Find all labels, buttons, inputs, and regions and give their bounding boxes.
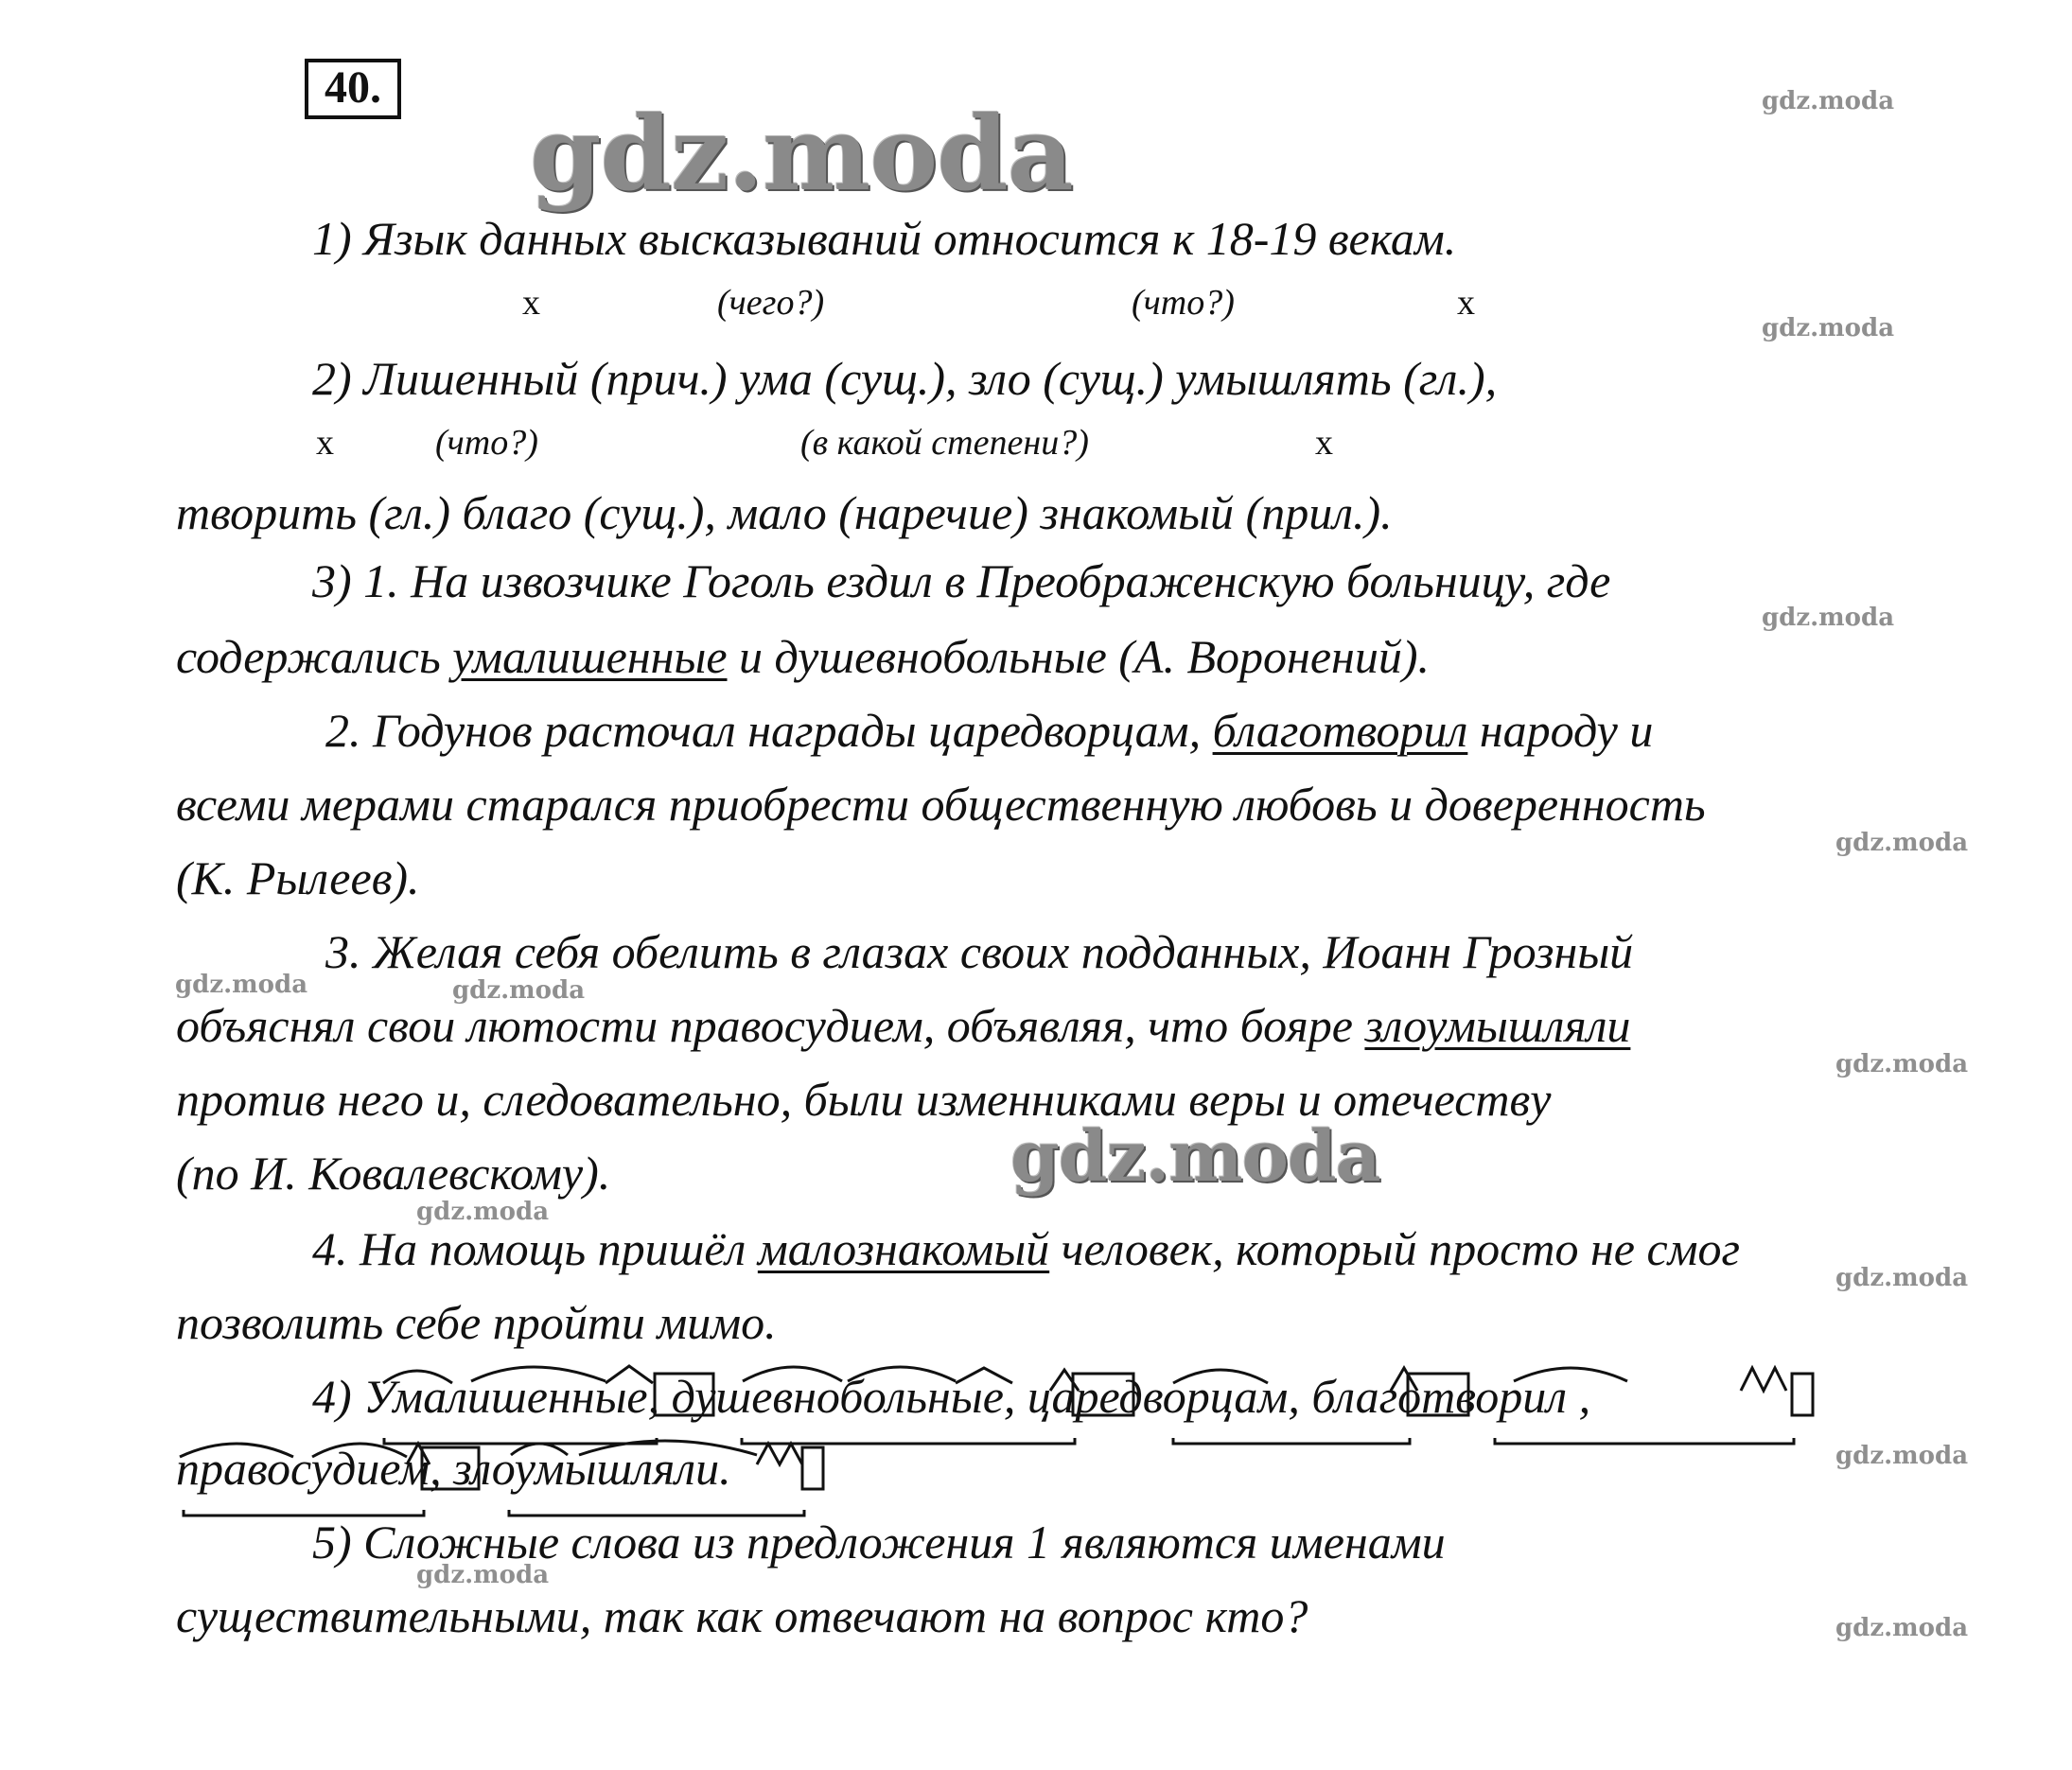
cross-mark: х xyxy=(316,423,334,463)
task-5-line-a: 5) Сложные слова из предложения 1 являются именами xyxy=(312,1516,1446,1568)
sentence-3-line-d: (по И. Ковалевскому). xyxy=(176,1147,611,1200)
watermark-small: gdz.moda xyxy=(1835,1050,1969,1078)
text: и душевнобольные (А. Воронений). xyxy=(727,630,1430,683)
line-2: 2) Лишенный (прич.) ума (сущ.), зло (сущ.) умышлять (гл.), xyxy=(312,352,1498,405)
cross-mark: х xyxy=(522,283,540,323)
sentence-4-line-a xyxy=(312,1220,1740,1277)
exercise-number: 40. xyxy=(305,59,401,119)
question-annotation: (что?) xyxy=(1132,283,1235,323)
watermark-small: gdz.moda xyxy=(416,1198,550,1226)
cross-mark: х xyxy=(1457,283,1475,323)
text: народу и xyxy=(1467,704,1654,757)
watermark-large: gdz.moda xyxy=(1010,1116,1380,1198)
parsed-word: благотворил xyxy=(1311,1370,1568,1423)
parsed-word: царедворцам xyxy=(1027,1370,1289,1423)
watermark-small: gdz.moda xyxy=(1835,1264,1969,1292)
watermark-small: gdz.moda xyxy=(416,1561,550,1589)
sentence-2-line-c: (К. Рылеев). xyxy=(176,851,420,904)
parsed-word: Умалишенные xyxy=(363,1370,648,1423)
watermark-small: gdz.moda xyxy=(452,976,586,1005)
line-1: 1) Язык данных высказываний относится к 18-19 векам. xyxy=(312,212,1457,265)
text: 4. На помощь пришёл xyxy=(312,1222,758,1275)
underlined-word: умалишенные xyxy=(452,630,728,683)
watermark-small: gdz.moda xyxy=(1835,829,1969,857)
sentence-3-line-c: против него и, следовательно, были изменниками веры и отечеству xyxy=(176,1073,1552,1126)
task-4-line-a: 4) Умалишенные, душевнобольные, царедворцам, благотворил , xyxy=(312,1370,1591,1423)
text: 2. Годунов расточал награды царедворцам, xyxy=(325,704,1213,757)
line-3: творить (гл.) благо (сущ.), мало (наречие) знакомый (прил.). xyxy=(176,486,1393,539)
watermark-small: gdz.moda xyxy=(175,971,308,999)
task-5-line-b: существительными, так как отвечают на вопрос кто? xyxy=(176,1589,1308,1642)
watermark-small: gdz.moda xyxy=(1762,87,1895,115)
underlined-word: малознакомый xyxy=(757,1222,1050,1275)
watermark-small: gdz.moda xyxy=(1835,1442,1969,1470)
sentence-3-line-b xyxy=(176,997,1630,1054)
task-number: 4) xyxy=(312,1370,352,1423)
sentence-4-line-b: позволить себе пройти мимо. xyxy=(176,1296,777,1349)
sentence-2-line-a xyxy=(325,702,1653,759)
watermark-small: gdz.moda xyxy=(1835,1614,1969,1642)
parsed-word: злоумышляли xyxy=(453,1442,720,1495)
question-annotation: (в какой степени?) xyxy=(800,423,1089,463)
parsed-word: душевнобольные xyxy=(671,1370,1004,1423)
parsed-word: правосудием xyxy=(176,1442,430,1495)
watermark-small: gdz.moda xyxy=(1762,604,1895,632)
sentence-1-line-a: 3) 1. На извозчике Гоголь ездил в Преображенскую больницу, где xyxy=(312,554,1611,607)
watermark-small: gdz.moda xyxy=(1762,314,1895,342)
question-annotation: (что?) xyxy=(435,423,538,463)
task-4-line-b: правосудием, злоумышляли. xyxy=(176,1442,731,1495)
text: объяснял свои лютости правосудием, объявляя, что бояре xyxy=(176,999,1365,1052)
underlined-word: злоумышляли xyxy=(1364,999,1631,1052)
sentence-3-line-a: 3. Желая себя обелить в глазах своих подданных, Иоанн Грозный xyxy=(325,925,1634,978)
watermark-large: gdz.moda xyxy=(530,95,1073,214)
text: содержались xyxy=(176,630,453,683)
sentence-2-line-b: всеми мерами старался приобрести общественную любовь и доверенность xyxy=(176,778,1706,831)
question-annotation: (чего?) xyxy=(717,283,825,323)
text: человек, который просто не смог xyxy=(1049,1222,1741,1275)
cross-mark: х xyxy=(1315,423,1333,463)
underlined-word: благотворил xyxy=(1212,704,1468,757)
sentence-1-line-b xyxy=(176,628,1430,685)
